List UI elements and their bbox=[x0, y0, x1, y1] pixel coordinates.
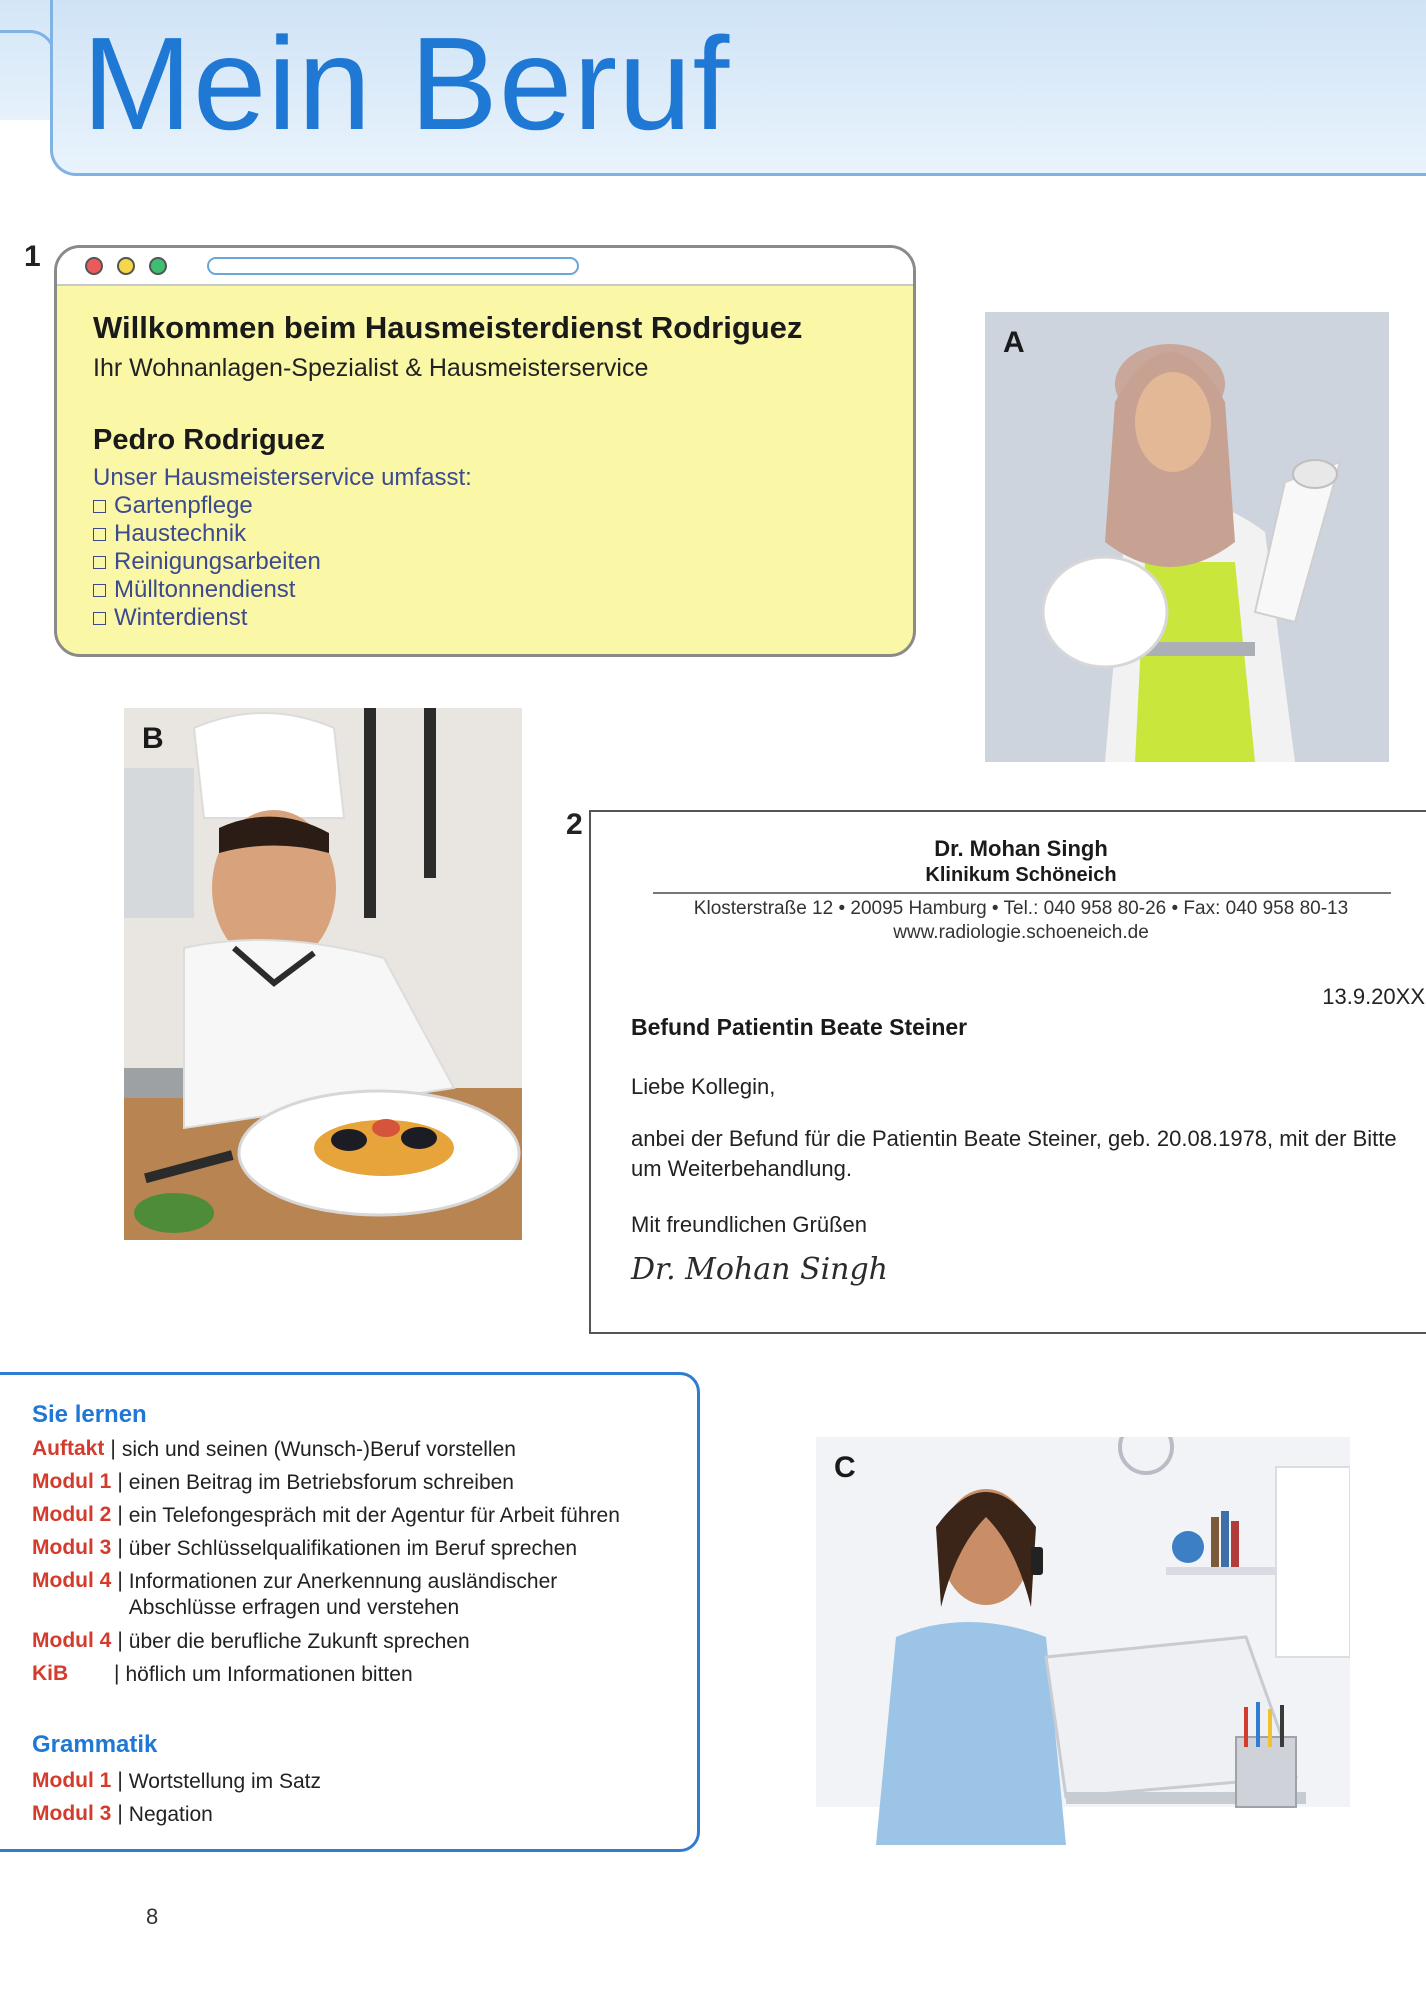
letterhead-website: www.radiologie.schoeneich.de bbox=[893, 922, 1149, 943]
minimize-window-icon bbox=[117, 257, 135, 275]
grammar-item: Modul 1 | Wortstellung im Satz bbox=[32, 1769, 321, 1793]
section-number-1: 1 bbox=[24, 240, 41, 273]
photo-b-illustration bbox=[124, 708, 522, 1240]
website-heading: Willkommen beim Hausmeisterdienst Rodriguez bbox=[93, 310, 803, 345]
letter-subject: Befund Patientin Beate Steiner bbox=[631, 1014, 968, 1040]
photo-label-c: C bbox=[834, 1451, 856, 1484]
checkbox-icon bbox=[93, 584, 106, 597]
photo-label-a: A bbox=[1003, 326, 1025, 359]
photo-b bbox=[124, 708, 522, 1240]
maximize-window-icon bbox=[149, 257, 167, 275]
grammar-heading: Grammatik bbox=[32, 1731, 158, 1758]
letter-body: anbei der Befund für die Patientin Beate Steiner, geb. 20.08.1978, mit der Bitte um Weiterbehandlung. bbox=[631, 1126, 1397, 1181]
address-bar bbox=[207, 257, 579, 275]
learning-item: Modul 3 | über Schlüsselqualifikationen im Beruf sprechen bbox=[32, 1536, 578, 1560]
services-list bbox=[93, 492, 321, 632]
checkbox-icon bbox=[93, 500, 106, 513]
list-item: Reinigungsarbeiten bbox=[93, 548, 321, 576]
services-intro: Unser Hausmeisterservice umfasst: bbox=[93, 464, 472, 491]
letterhead-clinic: Klinikum Schöneich bbox=[925, 864, 1117, 886]
learning-goals-box bbox=[0, 1372, 700, 1852]
learning-item: Modul 1 | einen Beitrag im Betriebsforum schreiben bbox=[32, 1470, 514, 1494]
photo-label-b: B bbox=[142, 722, 164, 755]
header-curl bbox=[0, 30, 56, 110]
letterhead-name: Dr. Mohan Singh bbox=[934, 836, 1108, 861]
photo-c-illustration bbox=[816, 1437, 1350, 1845]
photo-a-illustration bbox=[985, 312, 1389, 762]
letter-greeting: Liebe Kollegin, bbox=[631, 1074, 776, 1099]
browser-window bbox=[54, 245, 916, 657]
letter-closing: Mit freundlichen Grüßen bbox=[631, 1212, 867, 1237]
photo-c bbox=[816, 1437, 1350, 1845]
learning-item: Modul 2 | ein Telefongespräch mit der Agentur für Arbeit führen bbox=[32, 1503, 620, 1527]
learning-heading: Sie lernen bbox=[32, 1401, 147, 1428]
list-item: Mülltonnendienst bbox=[93, 576, 321, 604]
learning-item: KiB | höflich um Informationen bitten bbox=[32, 1662, 413, 1686]
owner-name: Pedro Rodriguez bbox=[93, 424, 326, 456]
checkbox-icon bbox=[93, 612, 106, 625]
learning-item: Modul 4 | über die berufliche Zukunft sprechen bbox=[32, 1629, 470, 1653]
page-number: 8 bbox=[146, 1904, 159, 1929]
letterhead-address: Klosterstraße 12 • 20095 Hamburg • Tel.: 040 958 80-26 • Fax: 040 958 80-13 bbox=[693, 898, 1349, 919]
letter-date: 13.9.20XX bbox=[1322, 984, 1425, 1009]
letterhead-divider bbox=[653, 892, 1391, 894]
section-number-2: 2 bbox=[566, 808, 583, 841]
photo-a bbox=[985, 312, 1389, 762]
page-title: Mein Beruf bbox=[82, 10, 731, 157]
grammar-item: Modul 3 | Negation bbox=[32, 1802, 213, 1826]
list-item: Gartenpflege bbox=[93, 492, 321, 520]
letter-document bbox=[589, 810, 1426, 1334]
close-window-icon bbox=[85, 257, 103, 275]
browser-toolbar bbox=[57, 248, 913, 286]
list-item: Winterdienst bbox=[93, 604, 321, 632]
learning-item: Modul 4 | Informationen zur Anerkennung ausländischer Abschlüsse erfragen und verstehen bbox=[32, 1569, 558, 1619]
learning-item: Auftakt | sich und seinen (Wunsch-)Beruf vorstellen bbox=[32, 1437, 516, 1461]
checkbox-icon bbox=[93, 556, 106, 569]
website-subheading: Ihr Wohnanlagen-Spezialist & Hausmeisterservice bbox=[93, 354, 649, 382]
list-item: Haustechnik bbox=[93, 520, 321, 548]
checkbox-icon bbox=[93, 528, 106, 541]
letter-signature: Dr. Mohan Singh bbox=[631, 1252, 889, 1287]
